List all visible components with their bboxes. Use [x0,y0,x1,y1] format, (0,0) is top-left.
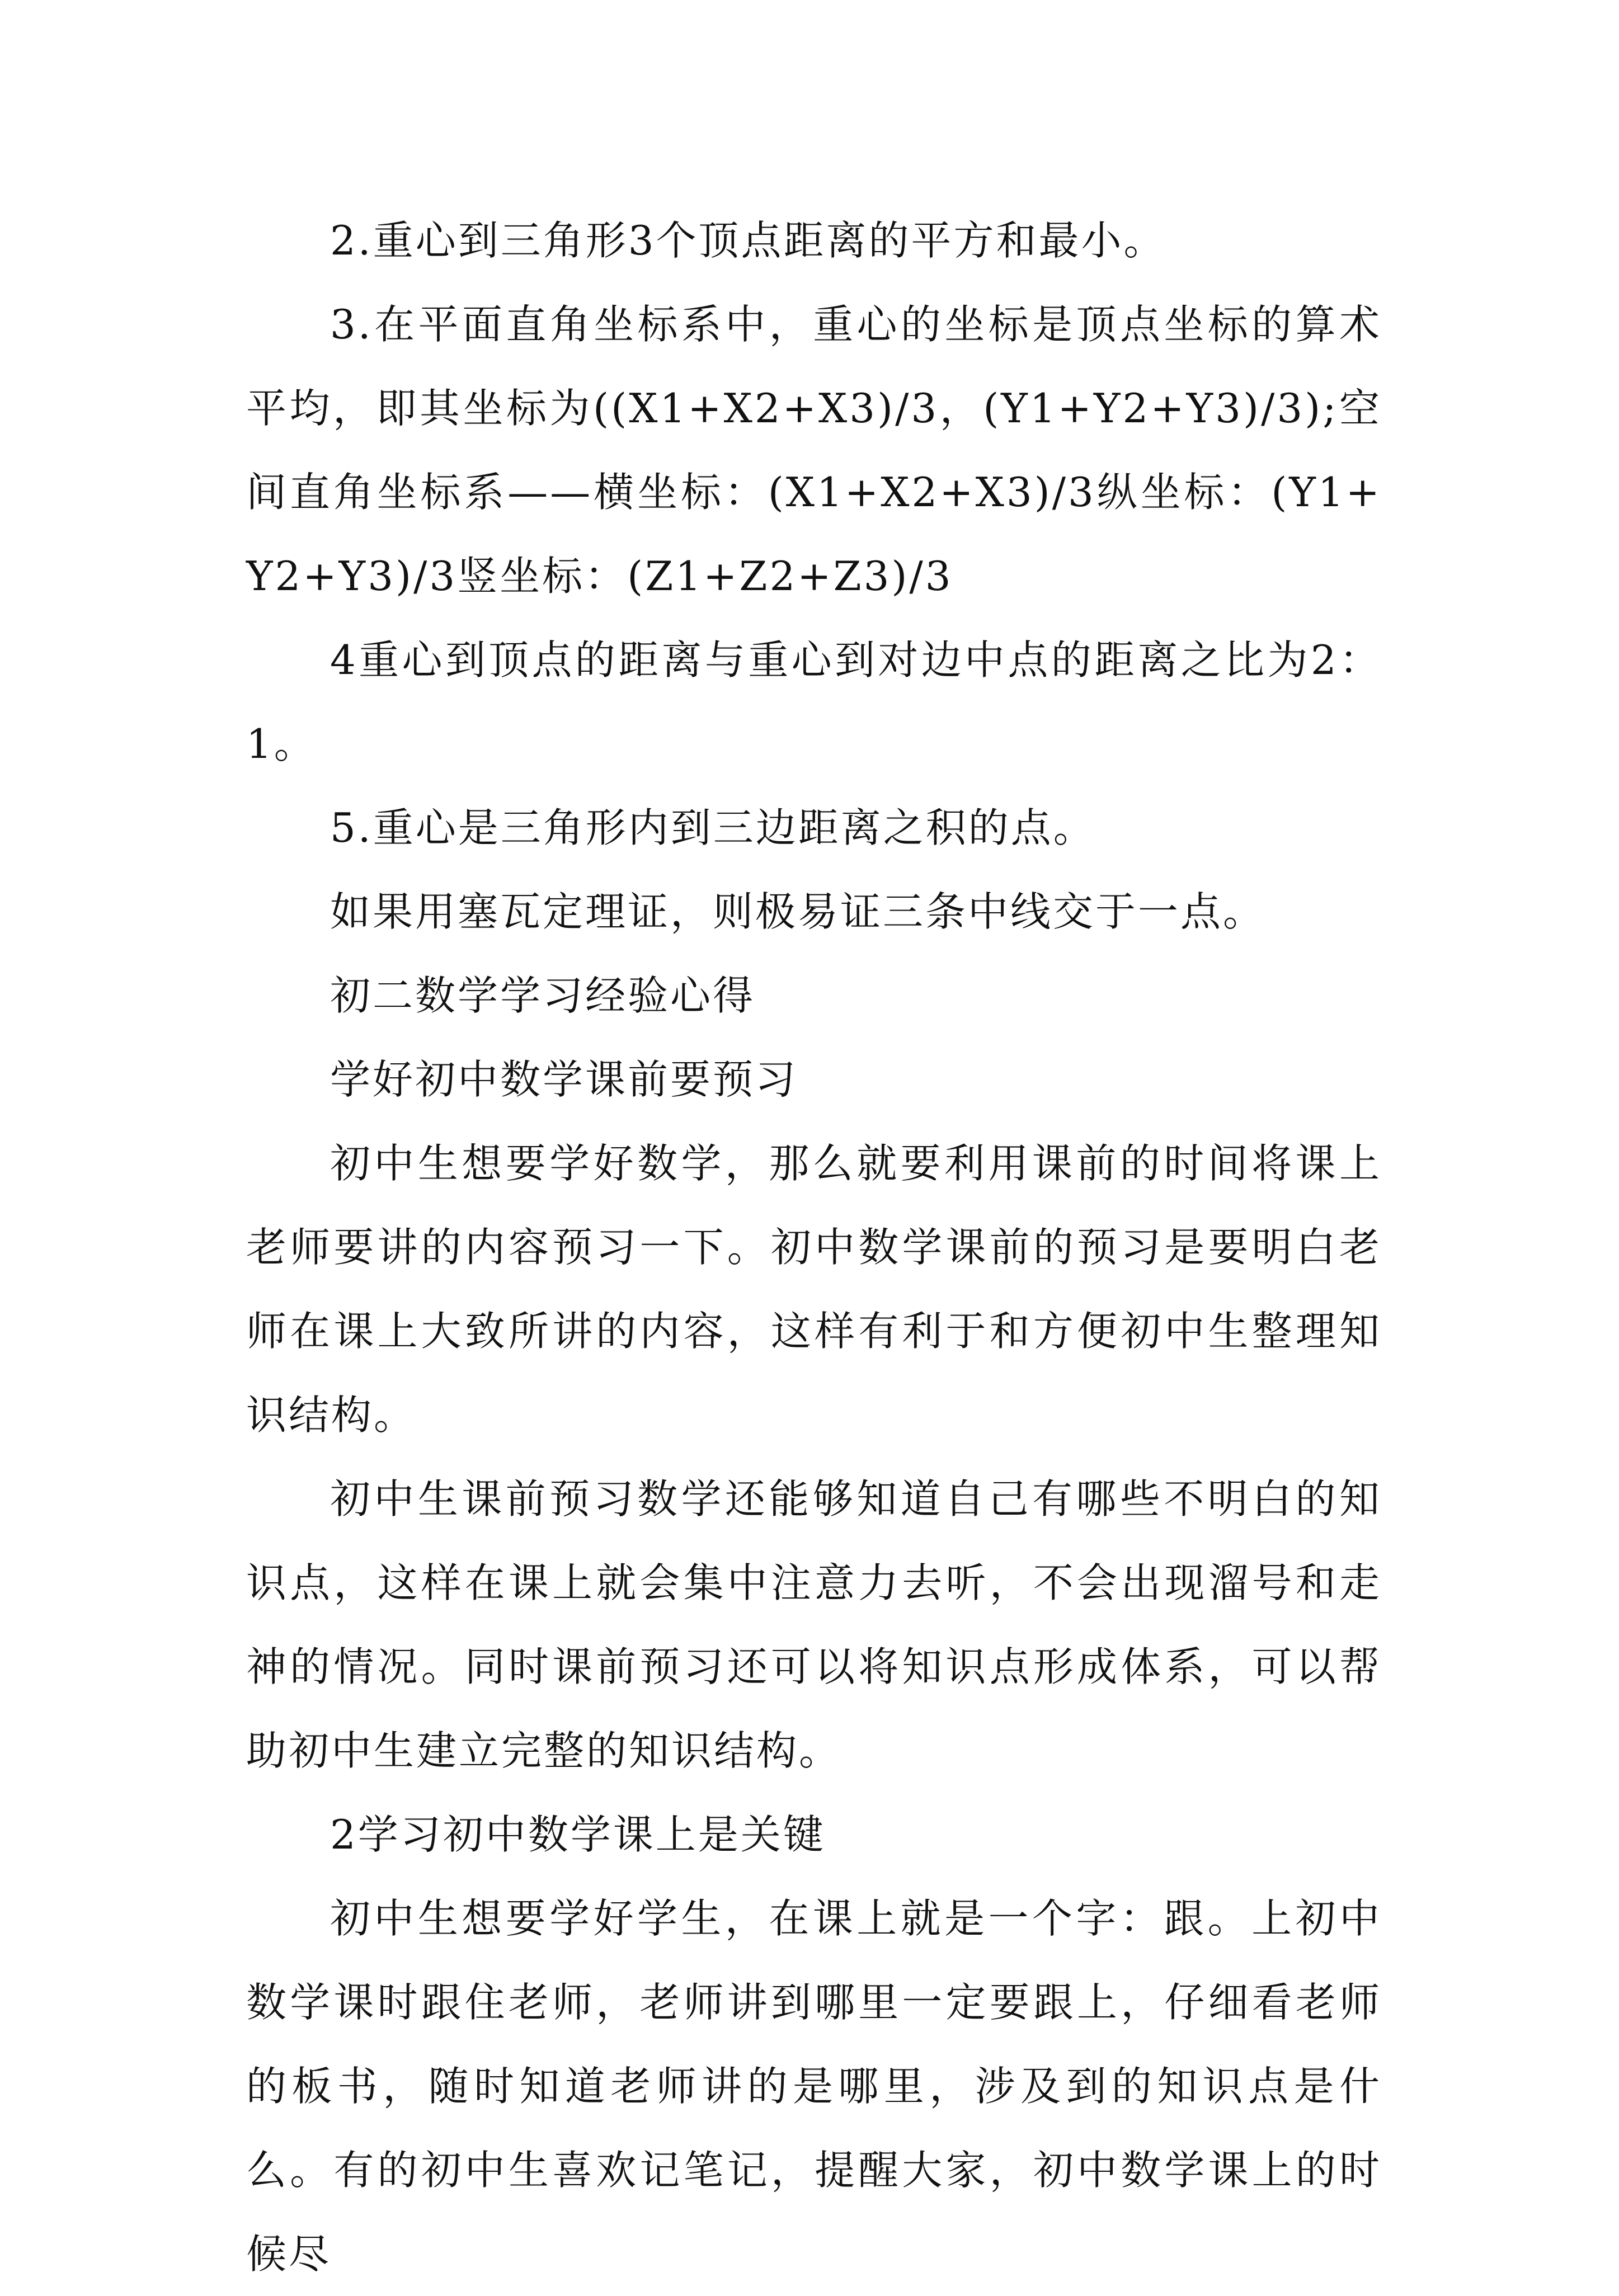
paragraph-centroid-ratio: 4重心到顶点的距离与重心到对边中点的距离之比为2：1。 [246,637,1382,767]
paragraph-preview-2: 初中生课前预习数学还能够知道自己有哪些不明白的知识点，这样在课上就会集中注意力去听，不会出现溜号和走神的情况。同时课前预习还可以将知识点形成体系，可以帮助初中生建立完整的知识结构。 [246,1475,1382,1774]
section-heading-in-class: 2学习初中数学课上是关键 [330,1811,826,1858]
section-heading-study-experience: 初二数学学习经验心得 [330,972,756,1019]
paragraph-centroid-coordinates: 3.在平面直角坐标系中，重心的坐标是顶点坐标的算术平均，即其坐标为((X1+X2+X3)/3，(Y1+Y2+Y3)/3);空间直角坐标系——横坐标：(X1+X2+X3)/3纵坐标：(Y1+Y2+Y3)/3竖坐标：(Z1+Z2+Z3)/3 [246,301,1382,600]
document-body [246,199,1382,2296]
paragraph-centroid-property-2: 2.重心到三角形3个顶点距离的平方和最小。 [330,217,1166,264]
section-heading-preview: 学好初中数学课前要预习 [330,1056,798,1103]
paragraph-centroid-property-5: 5.重心是三角形内到三边距离之积的点。 [330,804,1096,851]
paragraph-preview-1: 初中生想要学好数学，那么就要利用课前的时间将课上老师要讲的内容预习一下。初中数学课前的预习是要明白老师在课上大致所讲的内容，这样有利于和方便初中生整理知识结构。 [246,1140,1382,1439]
paragraph-in-class: 初中生想要学好学生，在课上就是一个字：跟。上初中数学课时跟住老师，老师讲到哪里一定要跟上，仔细看老师的板书，随时知道老师讲的是哪里，涉及到的知识点是什么。有的初中生喜欢记笔记，提醒大家，初中数学课上的时候尽 [246,1895,1382,2278]
paragraph-ceva-theorem: 如果用塞瓦定理证，则极易证三条中线交于一点。 [330,888,1266,935]
